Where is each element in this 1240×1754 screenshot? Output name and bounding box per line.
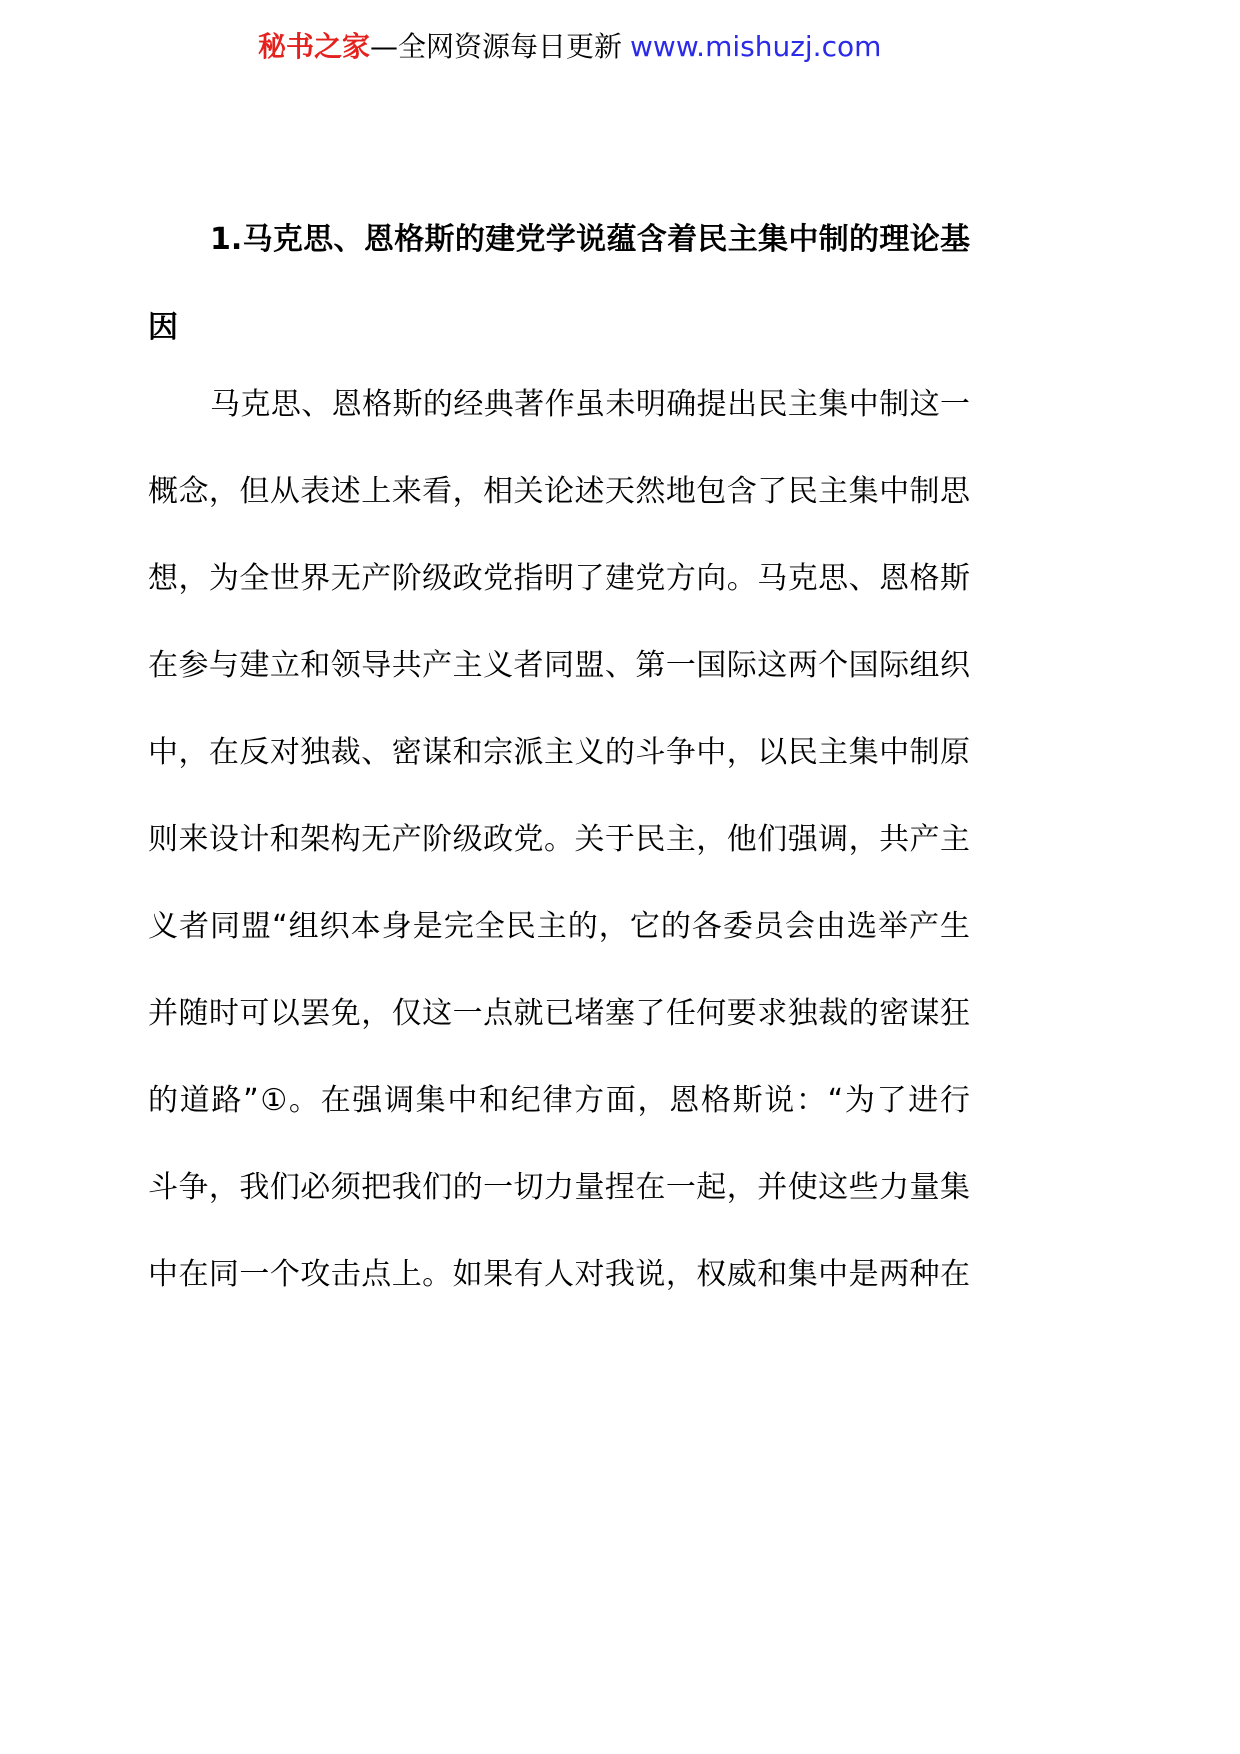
paragraph-line: 义者同盟“组织本身是完全民主的，它的各委员会由选举产生 <box>148 909 970 944</box>
header-tagline: —全网资源每日更新 <box>370 30 623 63</box>
paragraph-line: 则来设计和架构无产阶级政党。关于民主，他们强调，共产主 <box>148 822 970 857</box>
paragraph-line: 的道路”①。在强调集中和纪律方面，恩格斯说：“为了进行 <box>148 1083 970 1118</box>
paragraph-line: 中在同一个攻击点上。如果有人对我说，权威和集中是两种在 <box>148 1257 970 1292</box>
paragraph-line: 在参与建立和领导共产主义者同盟、第一国际这两个国际组织 <box>148 648 970 683</box>
body-paragraph <box>148 361 970 1318</box>
paragraph-line: 概念，但从表述上来看，相关论述天然地包含了民主集中制思 <box>148 474 970 509</box>
paragraph-line: 马克思、恩格斯的经典著作虽未明确提出民主集中制这一 <box>210 387 970 422</box>
paragraph-line: 想，为全世界无产阶级政党指明了建党方向。马克思、恩格斯 <box>148 561 970 596</box>
paragraph-line: 并随时可以罢免，仅这一点就已堵塞了任何要求独裁的密谋狂 <box>148 996 970 1031</box>
header-brand: 秘书之家 <box>258 30 371 63</box>
paragraph-line: 斗争，我们必须把我们的一切力量捏在一起，并使这些力量集 <box>148 1170 970 1205</box>
header-url: www.mishuzj.com <box>630 30 882 63</box>
heading-line: 1.马克思、恩格斯的建党学说蕴含着民主集中制的理论基 <box>210 222 970 257</box>
page-header <box>258 27 881 67</box>
section-heading <box>148 196 970 372</box>
heading-line: 因 <box>148 310 178 345</box>
paragraph-line: 中，在反对独裁、密谋和宗派主义的斗争中，以民主集中制原 <box>148 735 970 770</box>
